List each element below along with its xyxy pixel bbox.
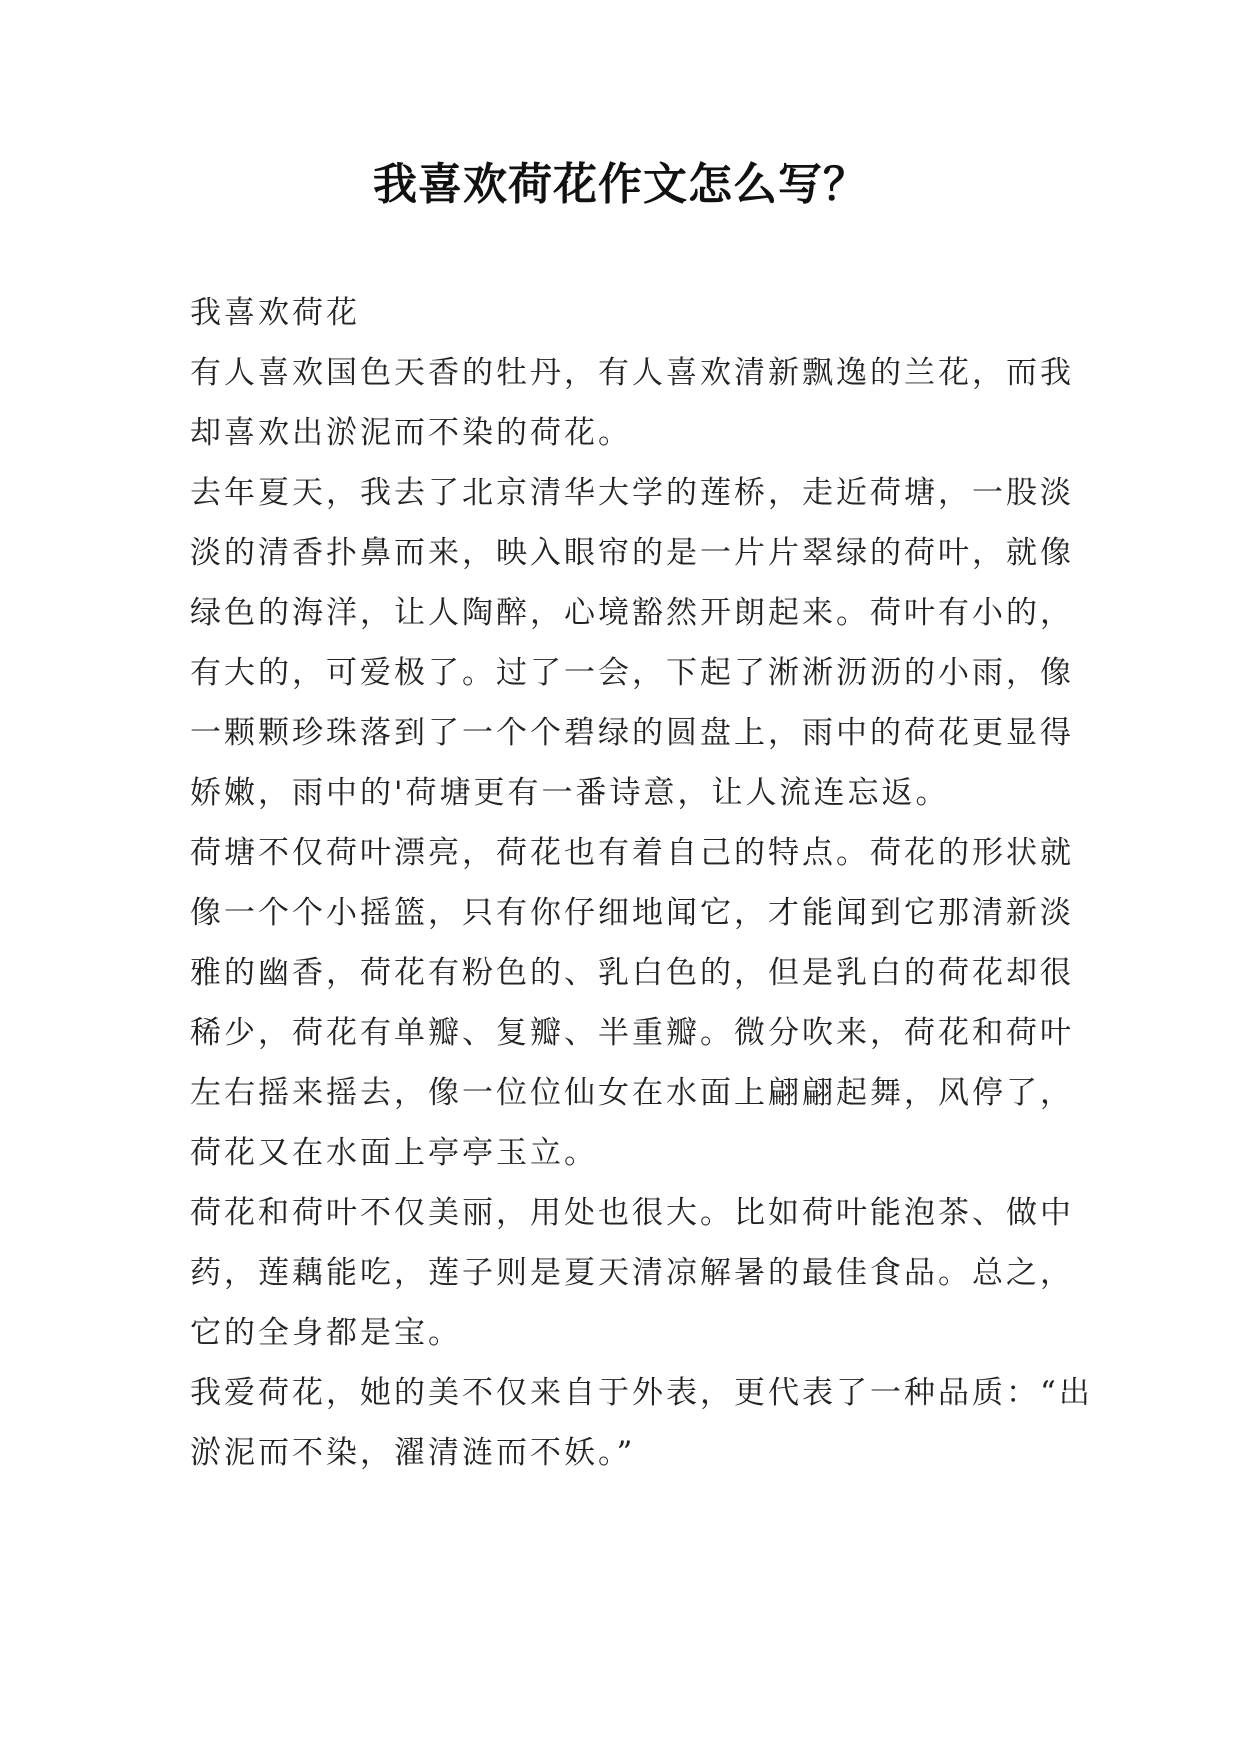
body-line: 药，莲藕能吃，莲子则是夏天清凉解暑的最佳食品。总之， (190, 1255, 1074, 1291)
body-line: 荷花又在水面上亭亭玉立。 (190, 1135, 598, 1171)
body-line: 去年夏天，我去了北京清华大学的莲桥，走近荷塘，一股淡 (190, 475, 1074, 511)
document-title: 我喜欢荷花作文怎么写？ (373, 159, 868, 210)
body-line: 它的全身都是宝。 (190, 1315, 462, 1351)
body-line: 稀少，荷花有单瓣、复瓣、半重瓣。微分吹来，荷花和荷叶 (190, 1015, 1074, 1051)
body-line: 荷花和荷叶不仅美丽，用处也很大。比如荷叶能泡茶、做中 (190, 1195, 1074, 1231)
body-line: 我喜欢荷花 (190, 295, 360, 331)
body-line: 绿色的海洋，让人陶醉，心境豁然开朗起来。荷叶有小的， (190, 595, 1074, 631)
body-line: 荷塘不仅荷叶漂亮，荷花也有着自己的特点。荷花的形状就 (190, 835, 1074, 871)
document-body (190, 283, 1093, 1483)
body-line: 淡的清香扑鼻而来，映入眼帘的是一片片翠绿的荷叶，就像 (190, 535, 1074, 571)
body-line: 有人喜欢国色天香的牡丹，有人喜欢清新飘逸的兰花，而我 (190, 355, 1074, 391)
body-line: 有大的，可爱极了。过了一会，下起了淅淅沥沥的小雨，像 (190, 655, 1074, 691)
body-line: 却喜欢出淤泥而不染的荷花。 (190, 415, 632, 451)
body-line: 一颗颗珍珠落到了一个个碧绿的圆盘上，雨中的荷花更显得 (190, 715, 1074, 751)
body-line: 娇嫩，雨中的'荷塘更有一番诗意，让人流连忘返。 (190, 775, 950, 811)
body-line: 我爱荷花，她的美不仅来自于外表，更代表了一种品质：“出 (190, 1375, 1093, 1411)
body-line: 雅的幽香，荷花有粉色的、乳白色的，但是乳白的荷花却很 (190, 955, 1074, 991)
body-line: 左右摇来摇去，像一位位仙女在水面上翩翩起舞，风停了， (190, 1075, 1074, 1111)
body-line: 像一个个小摇篮，只有你仔细地闻它，才能闻到它那清新淡 (190, 895, 1074, 931)
body-line: 淤泥而不染，濯清涟而不妖。” (190, 1435, 636, 1471)
